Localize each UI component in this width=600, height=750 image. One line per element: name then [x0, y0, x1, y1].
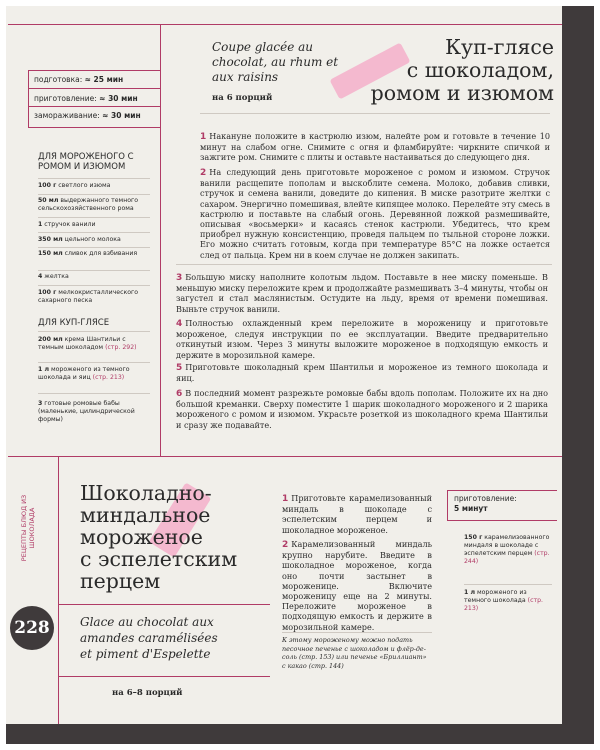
freeze-time [34, 111, 141, 120]
recipe2-title-ru [80, 482, 270, 592]
ing-sep-b0 [38, 331, 150, 332]
ingredient-chocolate-ice-cream [38, 366, 150, 382]
cook-time-label: приготовление: [34, 94, 97, 103]
page-ref[interactable]: (стр. 244) [464, 550, 550, 565]
recipe2-time-label: приготовление: [454, 494, 517, 503]
step-number: 1 [200, 132, 207, 142]
text: желтка [44, 273, 69, 280]
step-text: Приготовьте карамелизованный миндаль в шоколаде с эспелетским перцем и шоколадное мороженое. [282, 493, 432, 535]
ing-sep-a5 [38, 270, 150, 271]
ingredient-yolks [38, 273, 150, 281]
cook-time-value: ≈ 30 мин [99, 94, 138, 103]
top-rule [8, 24, 562, 25]
step-number: 2 [282, 540, 289, 550]
step-text: Приготовьте шоколадный крем Шантильи и мороженое из темного шоколада и яиц. [176, 362, 548, 384]
recipe2-fr-line-1: Glace au chocolat aux [80, 615, 214, 629]
recipe2-title-fr [80, 614, 270, 662]
recipe1-step-6 [176, 388, 548, 430]
ing-sep-b1 [38, 362, 150, 363]
prep-time-value: ≈ 25 мин [84, 75, 124, 84]
page-ref[interactable]: (стр. 213) [92, 374, 125, 381]
ingredient-sugar [38, 289, 150, 305]
qty: 200 мл [38, 336, 63, 343]
time-sep-1 [28, 88, 160, 89]
ing-sep-a0 [38, 178, 150, 179]
recipe2-ing-sep [464, 584, 552, 585]
step-number: 4 [176, 319, 183, 329]
right-border [562, 6, 594, 724]
recipe1-step-2 [200, 167, 550, 260]
serving-note: К этому мороженому можно подать песочное печенье с шоколадом и флёр-де-соль (стр. 153) или печенье «Бриллиант» с какао (стр. 144) [282, 636, 427, 670]
text: мороженого из темного шоколада [464, 589, 527, 604]
text: мороженого из темного шоколада и яиц [38, 366, 130, 381]
prep-time [34, 75, 123, 84]
freeze-time-label: замораживание: [34, 111, 100, 120]
coupe-heading: ДЛЯ КУП-ГЛЯСЕ [38, 318, 110, 328]
text: выдержанного темного сельскохозяйственного рома [38, 197, 139, 212]
recipe2-box-bottom [447, 520, 557, 521]
freeze-time-value: ≈ 30 мин [102, 111, 141, 120]
ing-sep-a1 [38, 194, 150, 195]
recipe1-step-4 [176, 318, 548, 360]
qty: 4 [38, 273, 43, 280]
recipe2-title-line-1: Шоколадно- [80, 481, 212, 505]
recipe2-ingredient-ice-cream [464, 589, 552, 613]
recipe2-title-rule [58, 604, 270, 605]
time-sep-2 [28, 106, 160, 107]
recipe2-title-line-3: мороженое [80, 525, 203, 549]
recipe2-left-rule [58, 456, 59, 724]
recipe1-step-1 [200, 131, 550, 163]
recipe1-title-line-1: Куп-глясе [445, 35, 554, 59]
recipe2-step-2 [282, 539, 432, 632]
recipe2-time [454, 494, 554, 514]
text: цельного молока [64, 236, 121, 243]
recipe1-step-3 [176, 272, 548, 314]
recipe2-fr-line-2: amandes caramélisées [80, 631, 218, 645]
recipe2-servings: на 6–8 порций [112, 688, 183, 698]
ingredient-milk [38, 236, 150, 244]
recipe2-servings-rule [58, 676, 270, 677]
step-number: 2 [200, 168, 207, 178]
ing-sep-b2 [38, 393, 150, 394]
ing-sep-a2 [38, 217, 150, 218]
qty: 1 л [38, 366, 49, 373]
qty: 150 мл [38, 250, 63, 257]
ice-cream-heading: ДЛЯ МОРОЖЕНОГО С РОМОМ И ИЗЮМОМ [38, 152, 134, 172]
recipe1-title-line-2: с шоколадом, [406, 58, 554, 82]
qty: 100 г [38, 182, 57, 189]
ing-sep-a3 [38, 232, 150, 233]
recipe2-title-line-4: с эспелетским [80, 547, 238, 571]
ingredient-chantilly [38, 336, 150, 352]
recipe1-step-5 [176, 362, 548, 383]
text: мелкокристаллического сахарного песка [38, 289, 139, 304]
prep-time-label: подготовка: [34, 75, 83, 84]
step-text: На следующий день приготовьте мороженое с ромом и изюмом. Стручок ванили расщепите пополам и выскоблите семена. Молоко, добавив сливки, стручок и семена ванили, доведите до кипения. В миске разотрите желтки с сахаром. Энергично помешивая, влейте кипящее молоко. Перелейте эту смесь в кастрюлю и поставьте на слабый огонь. Деревянной ложкой размешивайте, описывая «восьмерки» и касаясь стенок кастрюли. Убедитесь, что крем приобрел нужную консистенцию, проведя пальцем по тыльной стороне ложки. Его можно считать готовым, когда при температуре 85°C на ложке остается след от пальца. Крем ни в коем случае не должен закипать. [200, 167, 550, 260]
step-text: Большую миску наполните колотым льдом. Поставьте в нее миску поменьше. В меньшую миску переложите крем и продолжайте размешивать 3–4 минуты, чтобы он загустел и стал маслянистым. Остудите на льду, время от времени помешивая. Выньте стручок ванили. [176, 272, 548, 314]
divider-mid [8, 456, 562, 457]
steps-divider [176, 264, 552, 265]
recipe2-step-1 [282, 493, 432, 535]
step-text: Полностью охлажденный крем переложите в мороженицу и приготовьте мороженое, следуя инструкции по ее эксплуатации. Введите предварительно откинутый изюм. Через 3 минуты выложите мороженое в подходящую емкость и держите в морозильной камере. [176, 318, 548, 360]
ingredient-vanilla [38, 221, 150, 229]
ing-sep-a4 [38, 247, 150, 248]
page-ref[interactable]: (стр. 213) [464, 597, 543, 612]
recipe2-box-left [447, 490, 448, 520]
recipe2-fr-line-3: et piment d'Espelette [80, 647, 211, 661]
qty: 100 г [38, 289, 57, 296]
qty: 3 [38, 400, 43, 407]
step-text: В последний момент разрежьте ромовые бабы вдоль пополам. Положите их на дно большой креманки. Сверху поместите 1 шарик шоколадного мороженого и 2 шарика мороженого с ромом и изюмом. Украсьте розеткой из шоколадного крема Шантильи и сразу же подавайте. [176, 388, 548, 430]
recipe1-title-fr: Coupe glacée au chocolat, au rhum et aux raisins [212, 40, 339, 84]
time-sep-0 [28, 70, 160, 71]
step-number: 6 [176, 389, 183, 399]
recipe2-time-value: 5 минут [454, 504, 488, 513]
qty: 1 [38, 221, 43, 228]
text: сливок для взбивания [64, 250, 138, 257]
step-text: Накануне положите в кастрюлю изюм, налейте ром и готовьте в течение 10 минут на слабом огне. Снимите с огня и фламбируйте: чиркните спичкой и зажгите ром. Снимите с плиты и оставьте настаиваться до следующего дня. [200, 131, 550, 163]
ingredient-rum [38, 197, 150, 213]
bottom-border [6, 724, 594, 744]
recipe2-box-top [447, 490, 557, 491]
step-number: 5 [176, 363, 183, 373]
ing-sep-a6 [38, 285, 150, 286]
text: стручок ванили [44, 221, 96, 228]
ingredient-raisins [38, 182, 150, 190]
text: светлого изюма [58, 182, 111, 189]
page-ref[interactable]: (стр. 292) [105, 344, 137, 351]
cook-time [34, 94, 138, 103]
time-sep-3 [28, 127, 160, 128]
ingredient-cream [38, 250, 150, 258]
page-number: 228 [10, 606, 54, 650]
text: крема Шантильи с темным шоколадом [38, 336, 126, 351]
ingredient-baba [38, 400, 150, 424]
servings-underline [200, 113, 550, 114]
step-text: Карамелизованный миндаль крупно нарубите. Введите в шоколадное мороженое, когда оно почти застынет в мороженице. Включите мороженицу еще на 2 минуты. Переложите мороженое в подходящую емкость и держите в морозильной камере. [282, 539, 432, 632]
recipe2-title-line-5: перцем [80, 569, 161, 593]
qty: 50 мл [38, 197, 59, 204]
section-label: РЕЦЕПТЫ БЛЮД ИЗ ШОКОЛАДА [20, 494, 36, 562]
recipe1-title-line-3: ромом и изюмом [370, 81, 554, 105]
recipe1-servings: на 6 порций [212, 93, 273, 103]
step-number: 3 [176, 273, 183, 283]
qty: 350 мл [38, 236, 63, 243]
note-rule [282, 632, 432, 633]
text: готовые ромовые бабы (маленькие, цилиндрической формы) [38, 400, 135, 423]
qty: 150 г [464, 534, 483, 541]
step-number: 1 [282, 494, 289, 504]
recipe2-title-line-2: миндальное [80, 503, 211, 527]
qty: 1 л [464, 589, 475, 596]
time-box-left [28, 70, 29, 128]
recipe1-title-ru [370, 36, 554, 105]
divider-vertical [160, 24, 161, 456]
text: карамелизованного миндаля в шоколаде с эспелетским перцем [464, 534, 550, 557]
recipe2-ingredient-almonds [464, 534, 552, 566]
